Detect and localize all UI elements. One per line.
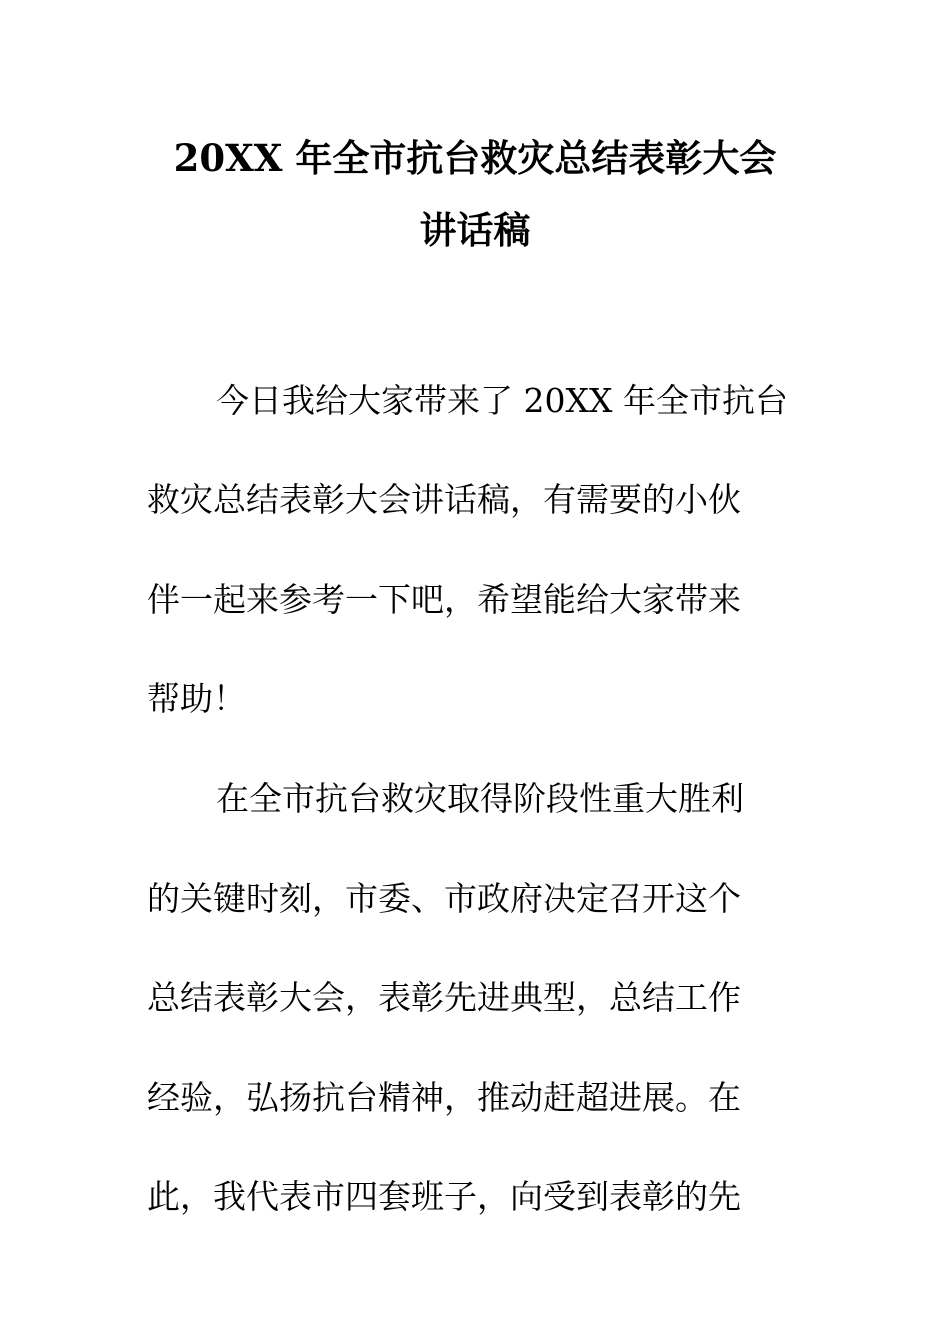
paragraph-1-line-3: 伴一起来参考一下吧，希望能给大家带来 xyxy=(147,580,741,619)
paragraph-2-line-1: 在全市抗台救灾取得阶段性重大胜利 xyxy=(216,779,744,818)
paragraph-1-line-2: 救灾总结表彰大会讲话稿，有需要的小伙 xyxy=(147,480,741,519)
title-line-2: 讲话稿 xyxy=(419,208,531,252)
paragraph-2-line-2: 的关键时刻，市委、市政府决定召开这个 xyxy=(147,879,741,918)
paragraph-2-line-3: 总结表彰大会，表彰先进典型，总结工作 xyxy=(147,978,741,1017)
document-title xyxy=(0,122,950,266)
paragraph-2-line-4: 经验，弘扬抗台精神，推动赶超进展。在 xyxy=(147,1078,741,1117)
paragraph-1-line-4: 帮助！ xyxy=(147,679,246,718)
paragraph-1-line-1: 今日我给大家带来了 20XX 年全市抗台 xyxy=(216,381,788,420)
title-line-1: 20XX 年全市抗台救灾总结表彰大会 xyxy=(173,136,777,180)
paragraph-2-line-5: 此，我代表市四套班子，向受到表彰的先 xyxy=(147,1177,741,1216)
